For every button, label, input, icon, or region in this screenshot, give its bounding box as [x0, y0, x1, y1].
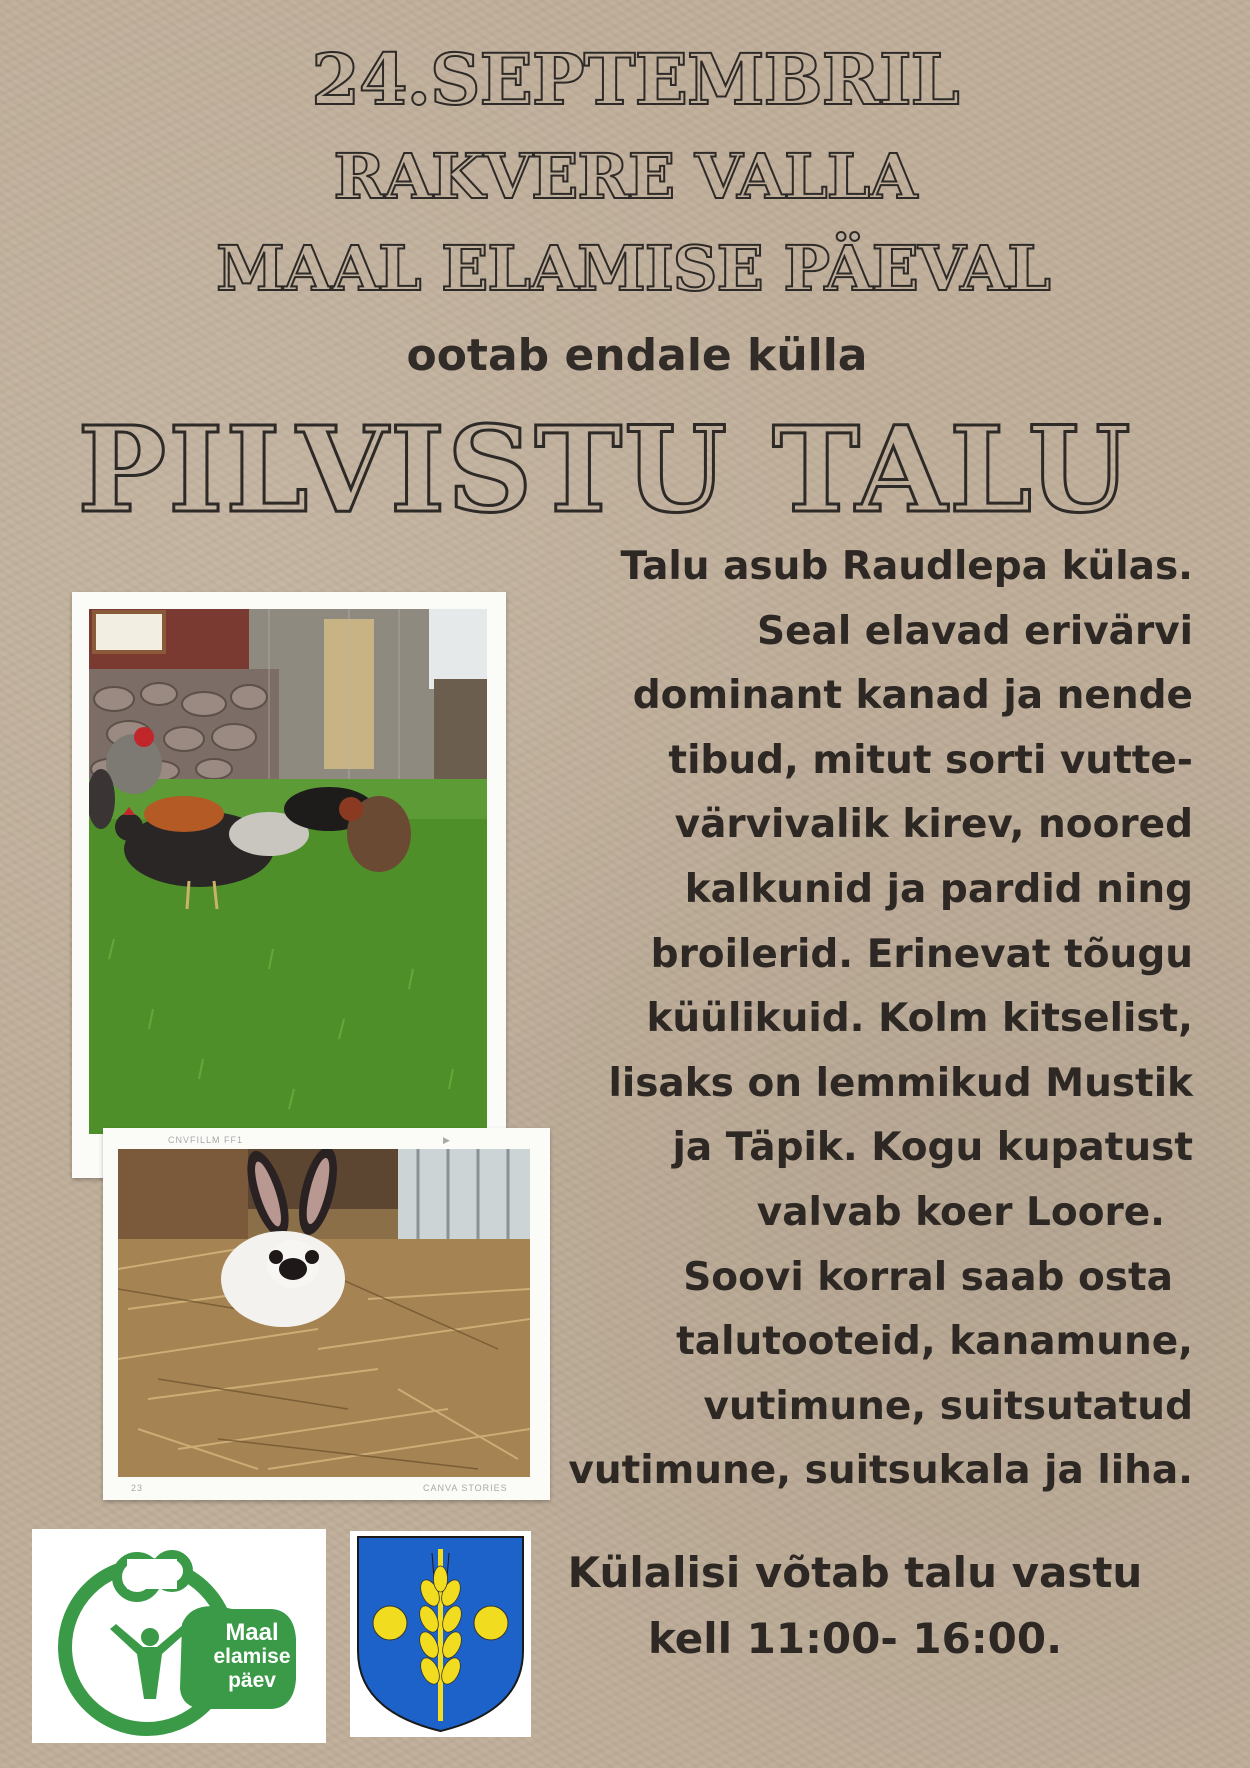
municipality-title: RAKVERE VALLA [333, 140, 917, 213]
logo-word-paev: päev [228, 1669, 276, 1692]
maal-elamise-paev-logo [32, 1529, 326, 1743]
description-line: vutimune, suitsutatud [703, 1383, 1193, 1429]
description-line: tibud, mitut sorti vutte- [668, 737, 1193, 783]
visiting-line-1: Külalisi võtab talu vastu [567, 1548, 1143, 1597]
description-line: broilerid. Erinevat tõugu [650, 931, 1193, 977]
rabbit-image [118, 1149, 530, 1477]
invite-subtitle: ootab endale külla [406, 330, 868, 381]
chickens-photo [72, 592, 506, 1178]
description-line: Seal elavad erivärvi [757, 608, 1193, 654]
farm-name: PILVISTU TALU [77, 400, 1133, 539]
canva-stories-label: CANVA STORIES [423, 1483, 508, 1493]
event-title: MAAL ELAMISE PÄEVAL [216, 232, 1050, 305]
logo-word-elamise: elamise [213, 1645, 291, 1668]
rabbit-photo [103, 1128, 550, 1500]
crest-icon [350, 1531, 531, 1737]
frame-number-label: 23 [131, 1483, 144, 1493]
description-line: talutooteid, kanamune, [676, 1319, 1193, 1365]
logo-word-maal: Maal [225, 1619, 279, 1646]
description-line: lisaks on lemmikud Mustik [608, 1060, 1193, 1106]
rakvere-vald-crest [350, 1531, 531, 1737]
event-date: 24.SEPTEMBRIL [311, 38, 959, 121]
visiting-line-2: kell 11:00- 16:00. [647, 1614, 1063, 1663]
description-line: küülikuid. Kolm kitselist, [646, 996, 1193, 1042]
visiting-hours [510, 1540, 1200, 1672]
film-brand-label: CNVFILLM FF1 [168, 1135, 244, 1145]
description-line: värvivalik kirev, noored [674, 802, 1193, 848]
farm-description [513, 535, 1193, 1504]
description-line: Talu asub Raudlepa külas. [620, 544, 1193, 589]
description-line: Soovi korral saab osta [683, 1254, 1173, 1300]
description-line: ja Täpik. Kogu kupatust [672, 1125, 1193, 1171]
chickens-image [89, 609, 487, 1134]
description-line: kalkunid ja pardid ning [684, 866, 1193, 912]
film-arrow-icon: ▶ [443, 1135, 451, 1145]
description-line: dominant kanad ja nende [632, 673, 1193, 719]
description-line: vutimune, suitsukala ja liha. [568, 1448, 1193, 1494]
description-line: valvab koer Loore. [756, 1189, 1165, 1235]
